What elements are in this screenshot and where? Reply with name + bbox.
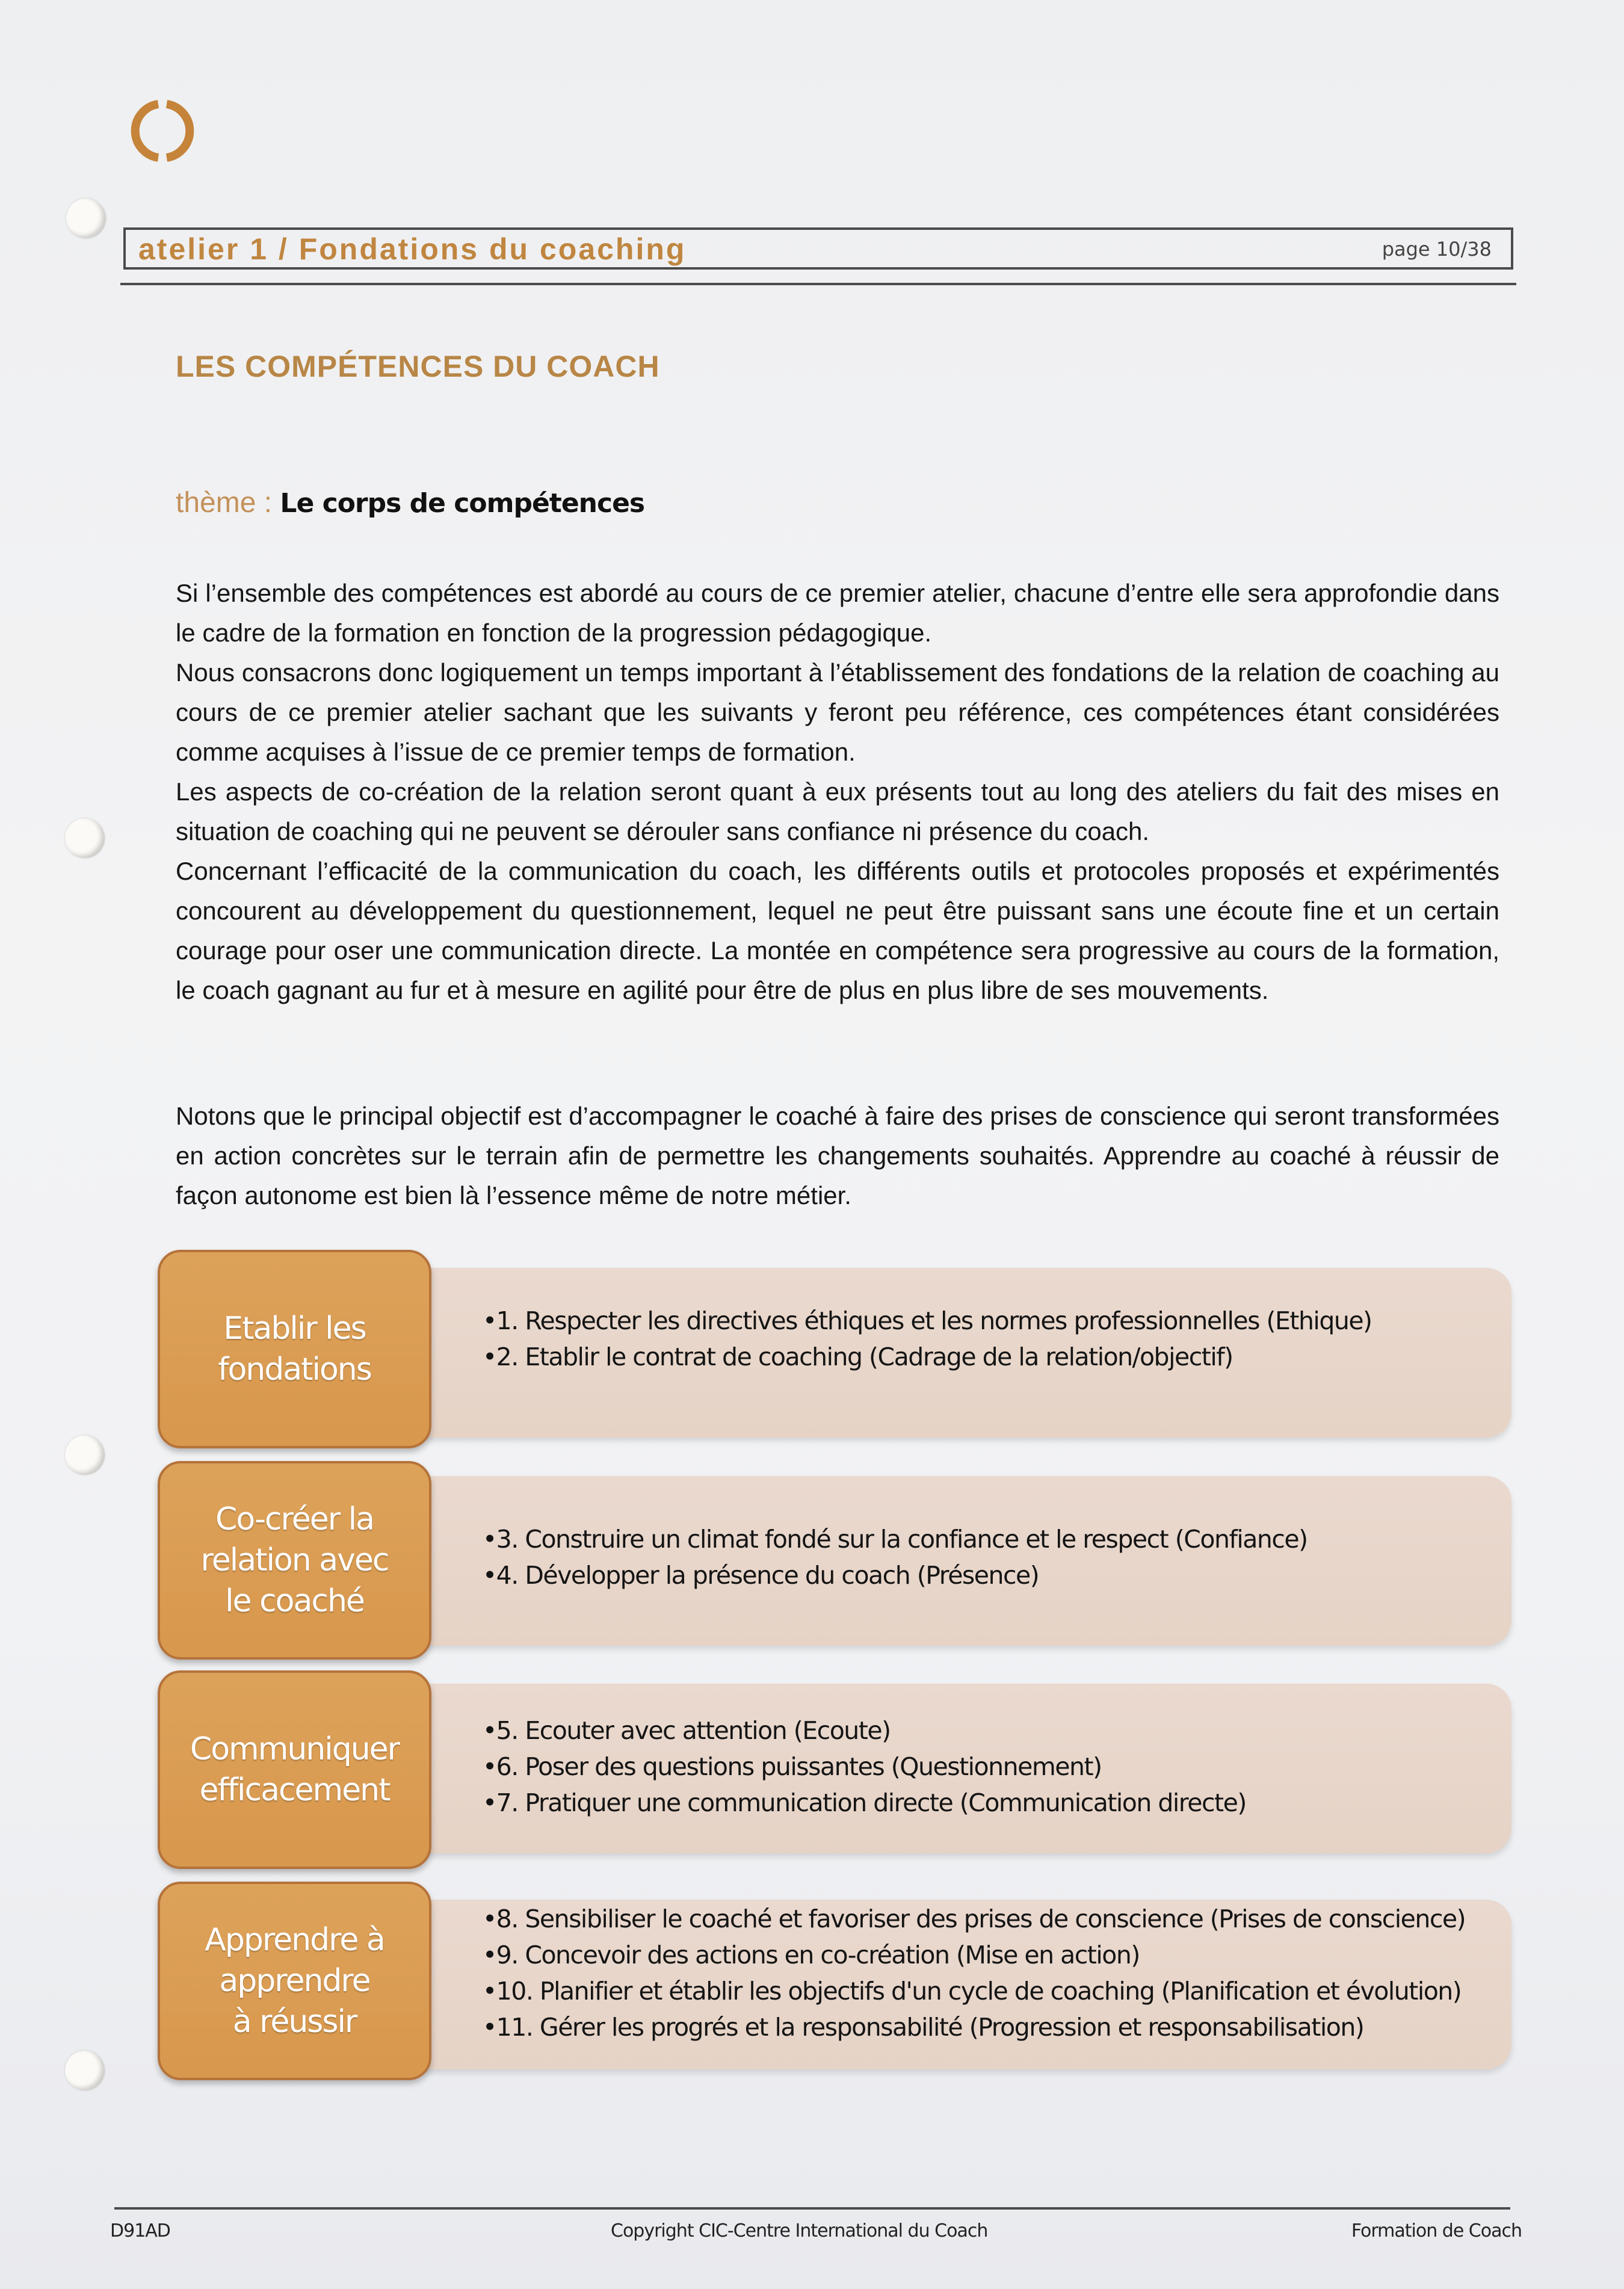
paragraph: Nous consacrons donc logiquement un temps important à l’établissement des fondations de la relation de coaching au cours de ce premier atelier sachant que les suivants y feront peu référence, ces compétences étant considérées comme acquises à l’issue de ce premier temps de formation. — [176, 658, 1499, 766]
footer-program: Formation de Coach — [1351, 2220, 1522, 2241]
punch-hole — [65, 1435, 105, 1475]
title-line: efficacement — [199, 1772, 390, 1808]
competency-item: •11. Gérer les progrés et la responsabilité (Progression et responsabilisation) — [483, 2013, 1364, 2042]
footer-code: D91AD — [110, 2220, 170, 2241]
competency-item: •9. Concevoir des actions en co-création (Mise en action) — [483, 1941, 1140, 1969]
footer-copyright: Copyright CIC-Centre International du Coach — [611, 2220, 988, 2241]
competency-item: •5. Ecouter avec attention (Ecoute) — [483, 1716, 891, 1745]
competency-list — [483, 1303, 1372, 1375]
competency-list — [483, 1901, 1465, 2045]
competency-item: •1. Respecter les directives éthiques et les normes professionnelles (Ethique) — [483, 1306, 1372, 1335]
competency-group-title — [158, 1461, 431, 1660]
title-line: le coaché — [225, 1583, 364, 1619]
paragraph: Si l’ensemble des compétences est abordé au cours de ce premier atelier, chacune d’entre elle sera approfondie dans le cadre de la formation en fonction de la progression pédagogique. — [176, 579, 1499, 647]
competency-list — [483, 1521, 1308, 1593]
title-line: Communiquer — [190, 1731, 400, 1767]
competency-item: •3. Construire un climat fondé sur la confiance et le respect (Confiance) — [483, 1525, 1308, 1554]
competency-list — [483, 1713, 1246, 1821]
title-line: apprendre — [219, 1963, 370, 1999]
theme-value: Le corps de compétences — [280, 488, 645, 519]
header-divider — [120, 283, 1516, 285]
competency-group — [158, 1461, 1511, 1660]
title-line: à réussir — [232, 2004, 357, 2040]
theme-line — [176, 486, 644, 519]
competency-item: •2. Etablir le contrat de coaching (Cadrage de la relation/objectif) — [483, 1342, 1233, 1371]
intro-text — [176, 573, 1499, 1010]
competency-group-title — [158, 1250, 431, 1448]
competency-item: •4. Développer la présence du coach (Présence) — [483, 1561, 1039, 1590]
competency-group — [158, 1670, 1511, 1869]
footer-divider — [114, 2207, 1510, 2210]
punch-hole — [66, 199, 106, 238]
header-title: atelier 1 / Fondations du coaching — [138, 232, 687, 266]
paragraph: Les aspects de co-création de la relation seront quant à eux présents tout au long des ateliers du fait des mises en situation de coaching qui ne peuvent se dérouler sans confiance ni présence du coach. — [176, 777, 1499, 845]
title-line: Etablir les — [223, 1311, 366, 1347]
objective-text — [176, 1096, 1499, 1216]
paragraph: Concernant l’efficacité de la communication du coach, les différents outils et protocoles proposés et expérimentés concourent au développement du questionnement, lequel ne peut être puissant sans une écoute fine et un certain courage pour oser une communication directe. La montée en compétence sera progressive au cours de la formation, le coach gagnant au fur et à mesure en agilité pour être de plus en plus libre de ses mouvements. — [176, 857, 1499, 1004]
page-number: page 10/38 — [1382, 238, 1492, 261]
punch-hole — [65, 2051, 105, 2090]
title-line: Co-créer la — [215, 1501, 374, 1537]
section-title: LES COMPÉTENCES DU COACH — [176, 350, 660, 383]
cic-logo-icon — [129, 99, 196, 162]
competency-item: •8. Sensibiliser le coaché et favoriser des prises de conscience (Prises de conscience) — [483, 1904, 1466, 1933]
title-line: Apprendre à — [205, 1922, 384, 1958]
punch-hole — [65, 818, 105, 858]
paragraph: Notons que le principal objectif est d’accompagner le coaché à faire des prises de conscience qui seront transformées en action concrètes sur le terrain afin de permettre les changements souhaités. Apprendre au coaché à réussir de façon autonome est bien là l’essence même de notre métier. — [176, 1102, 1499, 1209]
title-line: relation avec — [200, 1542, 389, 1578]
competency-item: •10. Planifier et établir les objectifs d'un cycle de coaching (Planification et évolution) — [483, 1977, 1462, 2006]
competency-group — [158, 1250, 1511, 1448]
competency-group — [158, 1882, 1511, 2080]
competency-group-title — [158, 1882, 431, 2080]
title-line: fondations — [218, 1351, 371, 1388]
competency-item: •6. Poser des questions puissantes (Questionnement) — [483, 1752, 1102, 1781]
competency-group-title — [158, 1670, 431, 1869]
theme-label: thème : — [176, 487, 273, 519]
competency-item: •7. Pratiquer une communication directe (Communication directe) — [483, 1788, 1246, 1817]
